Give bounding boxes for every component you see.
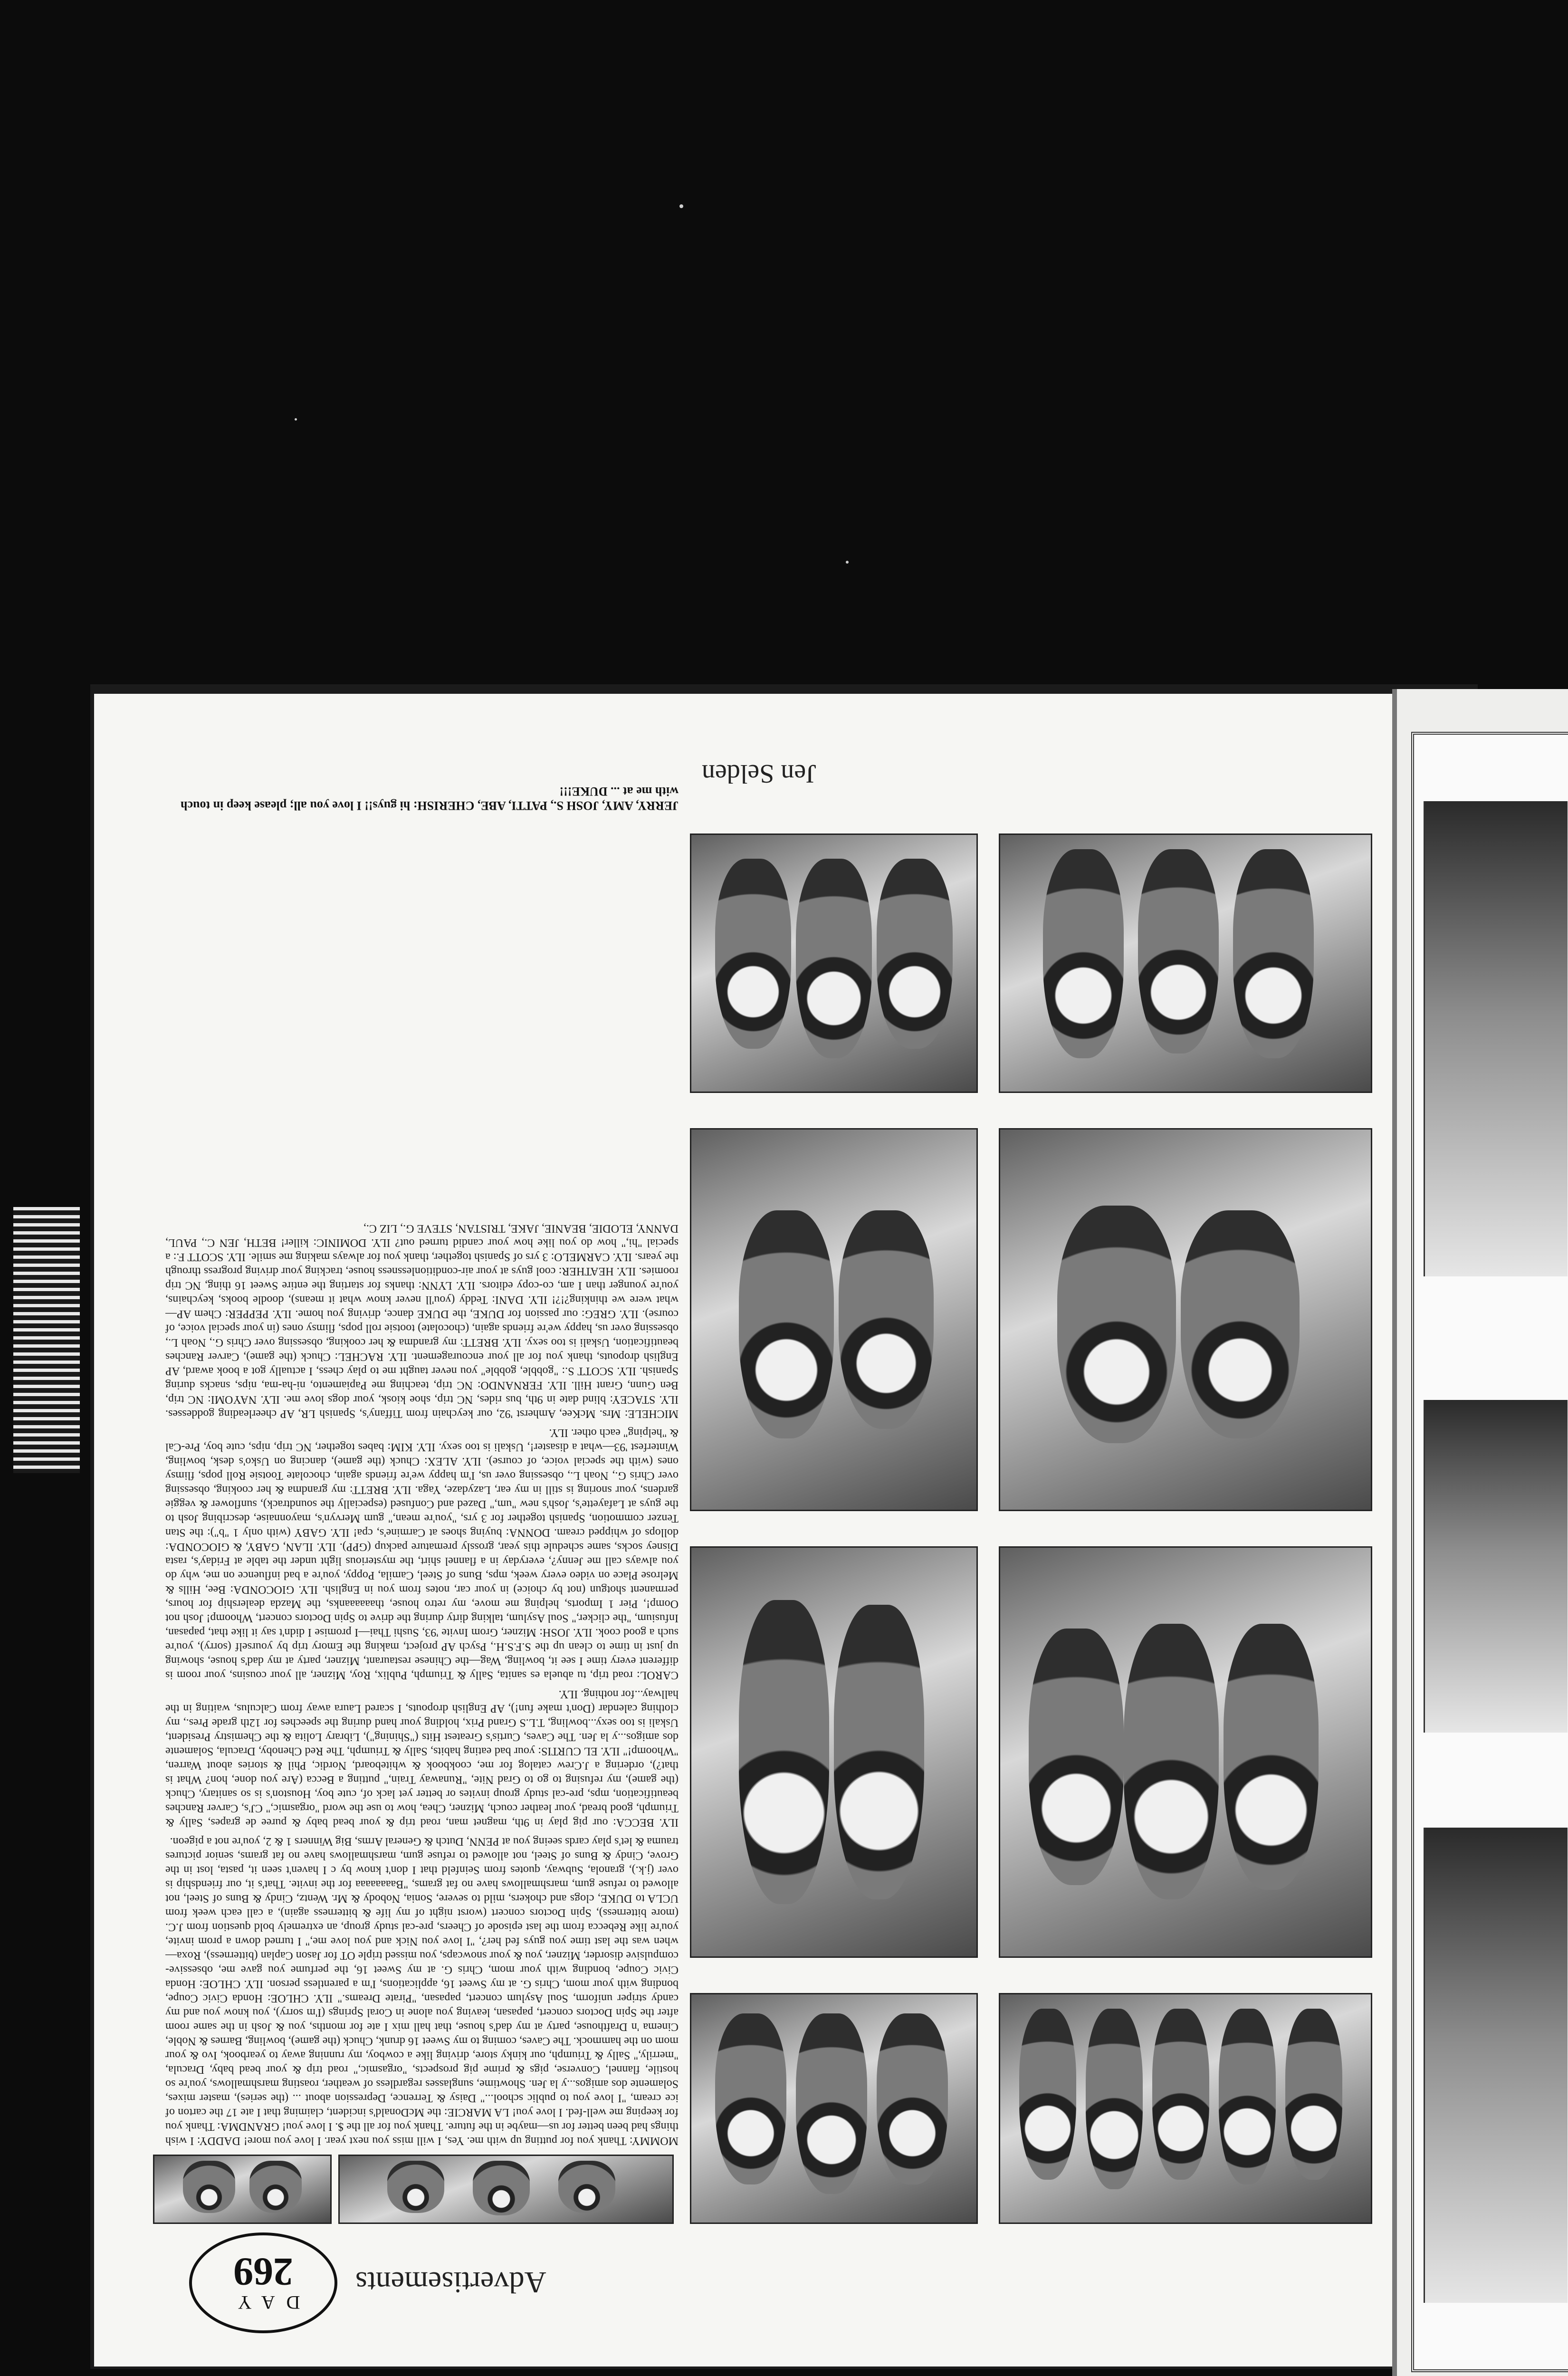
photo-trio-pose	[999, 1546, 1372, 1958]
photo-two-smiling	[999, 1128, 1372, 1511]
dedication-paragraph: ILY. BECCA: our pig play in 9th, magnet man, road trip & your bead baby & puree de grapes, Sally & Triumph, good bread, your leather couch, Mizner, Chea, how to use the word "orgasmic," CJ's, Carver Ranches beautification, mps, pre-cal study group invites or better yet lack of, cute boy, Houston's is so sanitary, Chuck (the game), my refusing to go to Grad Nite, "Runaway Train," putting a Becca (Are you done, hon? What is that?), ordering a J.Crew catalog for me, cookbook & whiteboard, Nordic, Phil & stories about Warren, "Whoomp!" ILY. EL CURTIS: your bad eating habits, Sally & Triumph, The Red Chenoby, Dracula, Solamente dos amigos...y la Jen. The Caves, Curtis's Greatest Hits ("Shining"), Library Lolita & the Chemistry President, Uskali is too sexy...bowling, T.L.S Grand Prix, holding your hand during the speeches for 12th grade Pres., my clothing calendar (Don't make fun!), AP English dropouts, I scared Laura away from Calculus, waiting in the hallway...for nothing. ILY.	[165, 1688, 679, 1829]
photo-figure	[796, 859, 872, 1058]
dedication-text	[165, 817, 679, 2148]
facing-photo-top	[1424, 801, 1568, 1276]
dedication-paragraph: MICHELE: Mrs. McKee, Amherst '92, our keychain from Tiffany's, Spanish LR, AP cheerleading goddesses. ILY. STACEY: blind date in 9th, bus rides, NC trip, shoe kiosk, your dogs love me. ILY. NAYOMI: NC trip, Ben Gunn, Grant Hill. ILY. FERNANDO: NC trip, teaching me Papiamento, ni-ha-ma, nips, snacks during Spanish. ILY. SCOTT S.: "gobble, gobble" you never taught me to play chess, I actually got a book award, AP English dropouts, thank you for all your encouragement. ILY. RACHEL: Chuck (the game), Carver Ranches beautification, Uskali is too sexy. ILY. BRETT: my grandma & her cooking, obsessing over Chris G., Noah L., obsessing over us, happy we're friends again, (chocolate) tootsie roll pops, flimsy ones (in your special voice, of course). ILY. GREG: our passion for DUKE, the DUKE dance, driving you home. ILY. PEPPER: Chem AP—what were we thinking?!?! ILY. DANI: Teddy (you'll never know what it means), doodle books, keychains, you're younger than I am, co-copy editors. ILY. LYNN: thanks for starting the entire Sweet 16 thing, NC trip roomies. ILY. HEATHER: cool guys at your air-conditionlessness house, tracking your driving progress through the years. ILY. CARMELO: 3 yrs of Spanish together, thank you for always making me smile. ILY. SCOTT F.: a special "hi," how do you like how your candid turned out? ILY. DOMINIC: killer! BETH, JEN C., PAUL, DANNY, ELODIE, BEANIE, JAKE, TRISTAN, STEVE G., LIZ C.,	[165, 1222, 679, 1420]
page-header	[132, 2229, 1367, 2333]
photo-three-girls-bottom	[690, 834, 978, 1093]
photo-figure	[1224, 1624, 1319, 1890]
photo-figure	[796, 2013, 867, 2194]
photo-figure	[1152, 2009, 1209, 2180]
photo-figure	[249, 2161, 302, 2213]
facing-photo-bottom	[1424, 1828, 1568, 2303]
photo-three-friends-table	[338, 2155, 674, 2224]
photo-figure	[1124, 1624, 1219, 1899]
photo-figure	[1019, 2009, 1076, 2180]
facing-page-frame	[1411, 732, 1568, 2372]
day-label: DAY	[226, 2292, 300, 2314]
day-page-badge	[189, 2232, 337, 2333]
photo-figure	[473, 2161, 530, 2215]
section-title: Advertisements	[355, 2266, 546, 2299]
photo-figure	[877, 859, 953, 1049]
photo-figure	[1233, 849, 1314, 1058]
photo-couple-dance	[690, 1546, 978, 1958]
photo-figure	[1057, 1206, 1176, 1443]
photo-figure	[1043, 849, 1124, 1058]
photo-figure	[1086, 2009, 1143, 2189]
facing-page-fragment	[1397, 689, 1568, 2376]
photo-figure	[1285, 2009, 1342, 2180]
photo-figure	[834, 1605, 924, 1899]
photo-figure	[558, 2161, 615, 2213]
photo-figure	[387, 2161, 444, 2213]
dust-speck	[295, 418, 297, 421]
facing-photo-middle	[1424, 1400, 1568, 1733]
photo-figure	[183, 2161, 235, 2213]
dust-speck	[679, 204, 683, 208]
book-spread	[90, 684, 1478, 2369]
photo-figure	[739, 1210, 834, 1438]
page-number: 269	[233, 2250, 293, 2294]
page-content-rotated	[94, 694, 1405, 2366]
dust-speck	[846, 561, 849, 564]
photo-figure	[839, 1210, 934, 1429]
photo-figure	[1219, 2009, 1276, 2184]
photo-three-girls	[690, 1993, 978, 2224]
author-name: Jen Selden	[701, 759, 816, 788]
dedication-paragraph: MOMMY: Thank you for putting up with me. Yes, I will miss you next year. I love you more! DADDY: I wish things had been better for us—maybe in the future. Thank you for all the $. I love you! GRANDMA: Thank you for keeping me well-fed. I love you! LA MARCIE: the McDonald's incident, claiming that I ate 17 the carton of ice cream, "I love you to public school..." Daisy & Terrence, Depression about ... (the series), master mixes, Solamente dos amigos...y la Jen. Showtime, sunglasses regardless of weather, roasting marshmallows, you're so hostile, flannel, Converse, pigs & prime pig prospects, "orgasmic," road trip & your bead baby, Dracula, "merrily," Sally & Triumph, our kinky store, driving like a cowboy, my running away to yearbook, Ivo & your mom on the hammock. The Caves, coming to my Sweet 16 drunk, Chuck (the game), bowling, Barnes & Noble, Cinema 'n Drafthouse, party at my dad's house, that hall mix I ate for months, you & Josh in the same room after the Spin Doctors concert, papasan, leaving you alone in Coral Springs (I'm sorry), you know you and my candy striper uniform, Soul Asylum concert, papasan, "Pirate Dreams." ILY. CHLOE: Honda Civic Coupe, bonding with your mom, Chris G. at my Sweet 16, applications, I'm a parentless person. ILY. CHLOE: Honda Civic Coupe, bonding with your mom, Chris G. at my Sweet 16, the perfume you gave me, obsessive-compulsive disorder, Mizner, you & your snowcaps, you missed triple OT for Jason Caplan (bitterness), Roxa—when was the last time you guys fed her?, "I love you Nick and you love me," I turned down a prom invite, you're like Rebecca from the last episode of Cheers, pre-cal study group, an extremely bold question from J.C. (more bitterness), Spin Doctors concert (worst night of my life & bitterness again), a call each week from UCLA to DUKE, clogs and chokers, mild to severe, Sonia, Nobody & Mr. Wentz, Cindy & Buns of Steel, not allowed to refuse gum, marshmallows have no fat grams, "Baaaaaaaa for the invite. That's it, our friendship is over (j.k.), granola, Subway, quotes from Seinfeld that I don't know by c I haven't seen it, pasta, lost in the Grove, Cindy & Buns of Steel, not allowed to refuse gum, marshmallows have no fat grams, senior pictures trauma & let's play cards seeing you at PENN, Dutch & General Arms, Big Winners 1 & 2, you're not a pigeon.	[165, 1835, 679, 2147]
photo-figure	[715, 2013, 786, 2184]
yearbook-page	[94, 694, 1405, 2366]
photo-figure	[715, 859, 791, 1049]
closing-names: JERRY, AMY, JOSH S., PATTI, ABE, CHERISH: hi guys!! I love you all; please keep in touch with me at ... DUKE!!!	[181, 785, 679, 813]
photo-figure	[739, 1600, 829, 1904]
photo-figure	[877, 2013, 948, 2184]
photo-two-girls-cap	[690, 1128, 978, 1511]
photo-group-street	[999, 1993, 1372, 2224]
photo-figure	[1181, 1210, 1300, 1438]
photo-kitchen-friends	[153, 2155, 332, 2224]
photo-figure	[1029, 1629, 1124, 1885]
dedication-paragraph: CAROL: road trip, tu abuela es sanita, Sally & Triumph, Publix, Roy, Mizner, all your cousins, your room is different every time I see it, bowling, Wag—the Chinese restaurant, Mizner, party at my dad's house, showing up just in time to clean up the S.F.S.H., Psych AP project, making the Emory trip by yourself (sorry), you're such a good cook. ILY. JOSH: Mizner, Grom Invite '93, Sushi Thai—I promise I didn't say it like that, papasan, Infusium, "the clicker," Soul Asylum, talking dirty during the drive to Spin Doctors concert, Whoomp! Josh not Oomp!, Pier 1 Imports, helping me move, my retro house, thaaaaaanks, the Mazda dealership for hours, permanent shotgun (not by choice) in your car, notes from you in English. ILY. GIOCONDA: Bee, Hills & Melrose Place on video every week, mps, Buns of Steel, Camila, Poppy, you're a bad influence on me, why do you always call me Jenny?, everyday in a flannel shirt, the mysterious light under the table at Friday's, rasta Disney socks, same schedule this year, grossly premature packup (GPP). ILY. ILAN, GABY, & GIOCONDA: dollops of whipped cream. DONNA: buying shoes at Carmine's, cpa! ILY. GABY (with only 1 "b"): the Stan Tenzer commotion, Spanish together for 3 yrs, "you're mean," gum Mervyn's, mayonnaise, describing Josh to the guys at Lafayette's, Josh's new "um," Dazed and Confused (especially the soundtrack), sunflower & veggie gardens, your snoring is still in my ear, Lazydaze, Yaga. ILY. BRETT: my grandma & her cooking, obsessing over Chris G., Noah L., obsessing over us, I'm happy we're friends again, chocolate Tootsie Roll pops, flimsy ones (with the special voice, of course). ILY. ALEX: Chuck (the game), dancing on Usko's desk, bowling, Winterfest '93—what a disaster!, Uskali is too sexy. ILY. KIM: babes together, NC trip, nips, cute boy, Pre-Cal & "helping" each other. ILY.	[165, 1427, 679, 1681]
scan-artifact-grille	[13, 1207, 80, 1473]
photo-figure	[1138, 849, 1219, 1054]
photo-group-framed	[999, 834, 1372, 1093]
